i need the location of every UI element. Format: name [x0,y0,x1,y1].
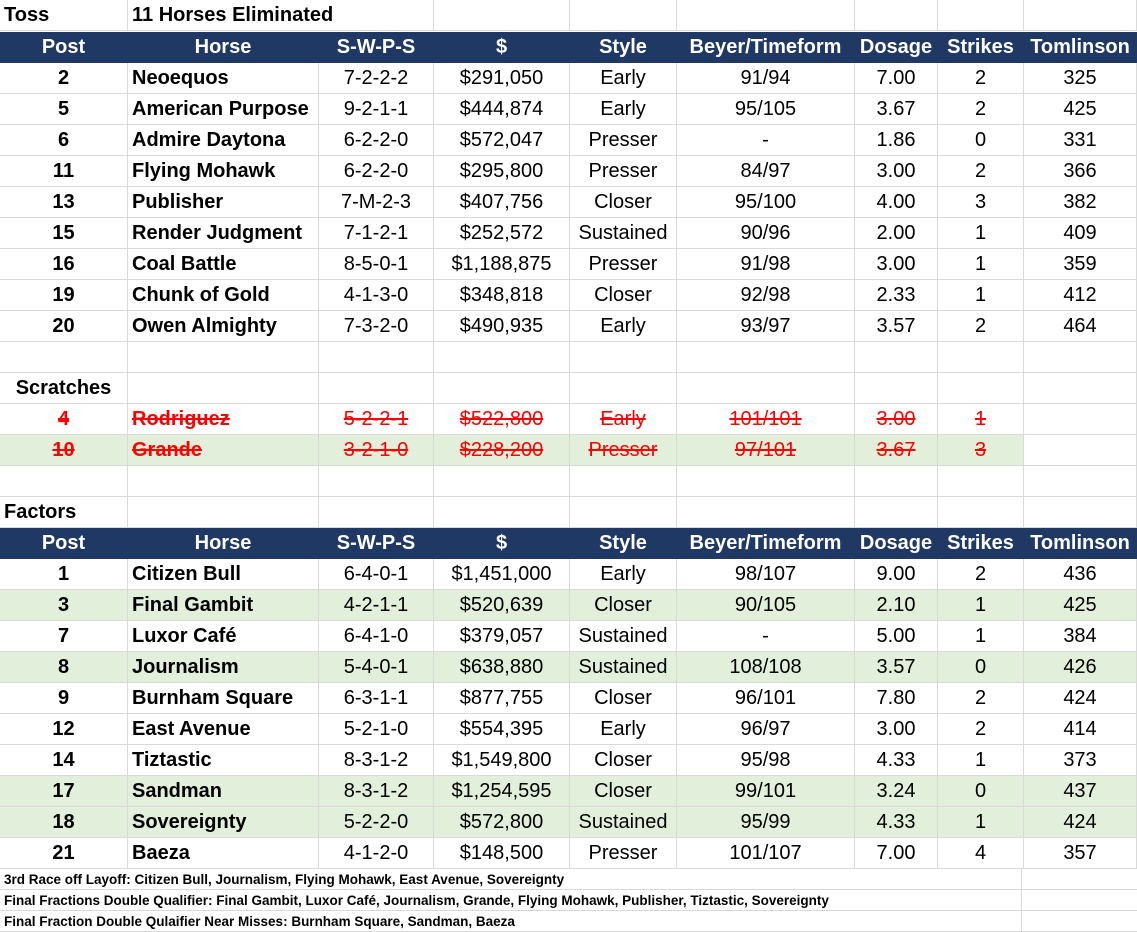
record-cell[interactable]: 6-3-1-1 [319,683,434,714]
post-cell[interactable]: 12 [0,714,128,745]
horse-cell[interactable]: Flying Mohawk [128,156,319,187]
horse-cell[interactable]: Final Gambit [128,590,319,621]
record-cell[interactable]: 6-2-2-0 [319,125,434,156]
factor-row [0,559,1137,590]
earnings-cell[interactable]: $148,500 [434,838,570,869]
note-row [0,869,1137,890]
beyer-cell[interactable]: 90/96 [677,218,855,249]
post-cell[interactable]: 9 [0,683,128,714]
header-strikes[interactable]: Strikes [938,528,1024,559]
strikes-text: 3 [974,438,987,461]
post-cell[interactable]: 18 [0,807,128,838]
tomlinson-cell[interactable]: 382 [1024,187,1137,218]
dosage-cell[interactable]: 2.33 [855,280,938,311]
horse-cell[interactable]: Burnham Square [128,683,319,714]
tomlinson-cell[interactable]: 325 [1024,63,1137,94]
beyer-cell[interactable]: 84/97 [677,156,855,187]
empty-cell[interactable] [677,0,855,31]
earnings-text: $522,800 [459,407,544,430]
beyer-cell[interactable]: 96/101 [677,683,855,714]
record-cell[interactable] [319,404,434,435]
dosage-cell[interactable]: 7.00 [855,838,938,869]
strikes-cell[interactable]: 2 [938,714,1024,745]
toss-row [0,249,1137,280]
factor-row [0,714,1137,745]
tomlinson-cell[interactable] [1024,435,1137,466]
toss-row [0,63,1137,94]
tomlinson-cell[interactable]: 464 [1024,311,1137,342]
header-strikes[interactable]: Strikes [938,32,1024,63]
style-text: Presser [588,438,658,461]
factor-row [0,776,1137,807]
earnings-cell[interactable]: $252,572 [434,218,570,249]
beyer-text: 97/101 [734,438,797,461]
strikes-cell[interactable]: 0 [938,652,1024,683]
note-double-qualifier[interactable]: Final Fractions Double Qualifier: Final Gambit, Luxor Café, Journalism, Grande, Flying Mohawk, Publisher, Tiztastic, Sovereignty [0,890,1022,911]
header-beyer[interactable]: Beyer/Timeform [677,528,855,559]
tomlinson-cell[interactable]: 359 [1024,249,1137,280]
horse-cell[interactable]: Render Judgment [128,218,319,249]
post-cell[interactable]: 20 [0,311,128,342]
horse-cell[interactable]: Publisher [128,187,319,218]
strikes-cell[interactable]: 0 [938,125,1024,156]
tomlinson-cell[interactable]: 424 [1024,807,1137,838]
record-cell[interactable]: 6-2-2-0 [319,156,434,187]
record-cell[interactable]: 4-1-2-0 [319,838,434,869]
header-money[interactable]: $ [434,32,570,63]
record-cell[interactable]: 4-2-1-1 [319,590,434,621]
strikes-cell[interactable]: 1 [938,621,1024,652]
tomlinson-cell[interactable]: 437 [1024,776,1137,807]
horse-cell[interactable]: Admire Daytona [128,125,319,156]
post-cell[interactable]: 5 [0,94,128,125]
record-cell[interactable]: 7-3-2-0 [319,311,434,342]
tomlinson-cell[interactable]: 357 [1024,838,1137,869]
strikes-cell[interactable]: 2 [938,156,1024,187]
record-cell[interactable]: 5-4-0-1 [319,652,434,683]
strikes-cell[interactable]: 3 [938,187,1024,218]
beyer-cell[interactable]: 101/107 [677,838,855,869]
factor-row [0,838,1137,869]
record-text: 3-2-1-0 [343,438,409,461]
strikes-cell[interactable]: 2 [938,559,1024,590]
scratch-row [0,404,1137,435]
dosage-cell[interactable] [855,435,938,466]
horse-cell[interactable]: Neoequos [128,63,319,94]
horse-cell[interactable] [128,404,319,435]
post-cell[interactable]: 7 [0,621,128,652]
beyer-cell[interactable]: 95/98 [677,745,855,776]
dosage-text: 3.00 [876,407,916,430]
earnings-cell[interactable]: $520,639 [434,590,570,621]
style-cell[interactable] [570,404,677,435]
style-cell[interactable]: Closer [570,280,677,311]
empty-cell[interactable] [938,0,1024,31]
scratches-title-row [0,373,1137,404]
style-cell[interactable]: Presser [570,125,677,156]
beyer-cell[interactable]: 91/94 [677,63,855,94]
earnings-cell[interactable]: $348,818 [434,280,570,311]
beyer-cell[interactable]: 90/105 [677,590,855,621]
toss-row [0,94,1137,125]
style-cell[interactable]: Sustained [570,807,677,838]
dosage-cell[interactable]: 5.00 [855,621,938,652]
strikes-text: 1 [974,407,987,430]
earnings-cell[interactable]: $554,395 [434,714,570,745]
beyer-text: 101/101 [729,407,802,430]
record-cell[interactable]: 7-1-2-1 [319,218,434,249]
tomlinson-cell[interactable]: 425 [1024,94,1137,125]
tomlinson-cell[interactable]: 414 [1024,714,1137,745]
dosage-cell[interactable]: 2.00 [855,218,938,249]
earnings-cell[interactable] [434,404,570,435]
dosage-cell[interactable]: 7.80 [855,683,938,714]
strikes-cell[interactable]: 2 [938,311,1024,342]
header-swps[interactable]: S-W-P-S [319,32,434,63]
header-style[interactable]: Style [570,32,677,63]
scratches-label[interactable]: Scratches [0,373,128,404]
style-cell[interactable] [570,435,677,466]
earnings-cell[interactable]: $572,800 [434,807,570,838]
dosage-cell[interactable]: 3.57 [855,652,938,683]
record-cell[interactable]: 5-2-1-0 [319,714,434,745]
record-cell[interactable]: 8-3-1-2 [319,745,434,776]
tomlinson-cell[interactable]: 412 [1024,280,1137,311]
toss-row [0,280,1137,311]
dosage-cell[interactable]: 7.00 [855,63,938,94]
post-cell[interactable] [0,404,128,435]
record-cell[interactable]: 9-2-1-1 [319,94,434,125]
tomlinson-cell[interactable] [1024,404,1137,435]
dosage-cell[interactable]: 2.10 [855,590,938,621]
earnings-cell[interactable]: $291,050 [434,63,570,94]
beyer-cell[interactable]: 108/108 [677,652,855,683]
post-cell[interactable]: 3 [0,590,128,621]
header-swps[interactable]: S-W-P-S [319,528,434,559]
note-near-misses[interactable]: Final Fraction Double Qulaifier Near Misses: Burnham Square, Sandman, Baeza [0,911,1022,932]
style-cell[interactable]: Closer [570,187,677,218]
tomlinson-cell[interactable]: 424 [1024,683,1137,714]
beyer-cell[interactable]: 92/98 [677,280,855,311]
strikes-cell[interactable]: 1 [938,280,1024,311]
empty-cell[interactable] [434,0,570,31]
beyer-cell[interactable]: - [677,621,855,652]
factors-header-row [0,528,1137,559]
factor-row [0,683,1137,714]
post-cell[interactable]: 15 [0,218,128,249]
earnings-cell[interactable]: $877,755 [434,683,570,714]
factor-row [0,652,1137,683]
record-cell[interactable]: 7-M-2-3 [319,187,434,218]
style-cell[interactable]: Closer [570,745,677,776]
style-cell[interactable]: Presser [570,838,677,869]
horse-cell[interactable]: Chunk of Gold [128,280,319,311]
tomlinson-cell[interactable]: 426 [1024,652,1137,683]
note-row [0,911,1137,932]
post-text: 10 [52,438,75,461]
header-post[interactable]: Post [0,528,128,559]
dosage-cell[interactable]: 4.33 [855,745,938,776]
earnings-cell[interactable]: $1,549,800 [434,745,570,776]
style-cell[interactable]: Presser [570,249,677,280]
post-cell[interactable]: 13 [0,187,128,218]
beyer-cell[interactable]: 98/107 [677,559,855,590]
factor-row [0,621,1137,652]
toss-title-row [0,0,1137,31]
post-text: 4 [57,407,70,430]
horse-cell[interactable]: Tiztastic [128,745,319,776]
record-cell[interactable]: 8-3-1-2 [319,776,434,807]
earnings-text: $228,200 [459,438,544,461]
header-tomlinson[interactable]: Tomlinson [1024,32,1137,63]
horse-text: Grande [132,438,203,461]
tomlinson-cell[interactable]: 373 [1024,745,1137,776]
beyer-cell[interactable]: 95/105 [677,94,855,125]
horse-cell[interactable] [128,435,319,466]
strikes-cell[interactable]: 2 [938,683,1024,714]
earnings-cell[interactable] [434,435,570,466]
earnings-cell[interactable]: $379,057 [434,621,570,652]
header-dosage[interactable]: Dosage [855,32,938,63]
earnings-cell[interactable]: $1,188,875 [434,249,570,280]
tomlinson-cell[interactable]: 366 [1024,156,1137,187]
header-beyer[interactable]: Beyer/Timeform [677,32,855,63]
dosage-text: 3.67 [876,438,916,461]
dosage-cell[interactable]: 3.24 [855,776,938,807]
post-cell[interactable]: 19 [0,280,128,311]
strikes-cell[interactable]: 1 [938,590,1024,621]
toss-label[interactable]: Toss [0,0,128,31]
style-cell[interactable]: Sustained [570,218,677,249]
factors-title-row [0,497,1137,528]
beyer-cell[interactable]: 91/98 [677,249,855,280]
beyer-cell[interactable]: 96/97 [677,714,855,745]
factor-row [0,807,1137,838]
post-cell[interactable] [0,435,128,466]
post-cell[interactable]: 14 [0,745,128,776]
record-cell[interactable]: 7-2-2-2 [319,63,434,94]
strikes-cell[interactable] [938,404,1024,435]
style-text: Early [600,407,646,430]
horse-cell[interactable]: Sandman [128,776,319,807]
strikes-cell[interactable] [938,435,1024,466]
toss-header-row [0,32,1137,63]
beyer-cell[interactable] [677,435,855,466]
tomlinson-cell[interactable]: 409 [1024,218,1137,249]
horse-cell[interactable]: Coal Battle [128,249,319,280]
blank-row [0,342,1137,373]
style-cell[interactable]: Early [570,311,677,342]
empty-cell[interactable] [1024,0,1137,31]
dosage-cell[interactable]: 4.00 [855,187,938,218]
record-cell[interactable]: 6-4-1-0 [319,621,434,652]
post-cell[interactable]: 21 [0,838,128,869]
dosage-cell[interactable] [855,404,938,435]
record-cell[interactable] [319,435,434,466]
tomlinson-cell[interactable]: 425 [1024,590,1137,621]
strikes-cell[interactable]: 2 [938,94,1024,125]
toss-row [0,125,1137,156]
earnings-cell[interactable]: $444,874 [434,94,570,125]
note-layoff[interactable]: 3rd Race off Layoff: Citizen Bull, Journalism, Flying Mohawk, East Avenue, Sovereignty [0,869,1022,890]
tomlinson-cell[interactable]: 436 [1024,559,1137,590]
header-tomlinson[interactable]: Tomlinson [1024,528,1137,559]
earnings-cell[interactable]: $572,047 [434,125,570,156]
post-cell[interactable]: 8 [0,652,128,683]
earnings-cell[interactable]: $407,756 [434,187,570,218]
post-cell[interactable]: 2 [0,63,128,94]
strikes-cell[interactable]: 4 [938,838,1024,869]
record-cell[interactable]: 6-4-0-1 [319,559,434,590]
earnings-cell[interactable]: $490,935 [434,311,570,342]
toss-subtitle[interactable]: 11 Horses Eliminated [128,0,434,31]
dosage-cell[interactable]: 4.33 [855,807,938,838]
record-cell[interactable]: 8-5-0-1 [319,249,434,280]
horse-text: Rodriguez [132,407,230,430]
earnings-cell[interactable]: $295,800 [434,156,570,187]
style-cell[interactable]: Presser [570,156,677,187]
tomlinson-cell[interactable]: 384 [1024,621,1137,652]
strikes-cell[interactable]: 2 [938,63,1024,94]
post-cell[interactable]: 1 [0,559,128,590]
style-cell[interactable]: Early [570,63,677,94]
empty-cell[interactable] [570,0,677,31]
dosage-cell[interactable]: 3.00 [855,249,938,280]
scratch-row [0,435,1137,466]
beyer-cell[interactable]: - [677,125,855,156]
dosage-cell[interactable]: 9.00 [855,559,938,590]
horse-cell[interactable]: Sovereignty [128,807,319,838]
factors-label[interactable]: Factors [0,497,128,528]
style-cell[interactable]: Closer [570,683,677,714]
blank-row [0,466,1137,497]
header-horse[interactable]: Horse [128,528,319,559]
style-cell[interactable]: Closer [570,776,677,807]
horse-cell[interactable]: Owen Almighty [128,311,319,342]
horse-cell[interactable]: American Purpose [128,94,319,125]
beyer-cell[interactable]: 95/100 [677,187,855,218]
beyer-cell[interactable]: 93/97 [677,311,855,342]
style-cell[interactable]: Sustained [570,621,677,652]
beyer-cell[interactable]: 99/101 [677,776,855,807]
header-post[interactable]: Post [0,32,128,63]
post-cell[interactable]: 16 [0,249,128,280]
dosage-cell[interactable]: 1.86 [855,125,938,156]
horse-cell[interactable]: Luxor Café [128,621,319,652]
toss-row [0,218,1137,249]
dosage-cell[interactable]: 3.00 [855,156,938,187]
strikes-cell[interactable]: 1 [938,807,1024,838]
horse-cell[interactable]: Baeza [128,838,319,869]
style-cell[interactable]: Early [570,559,677,590]
header-money[interactable]: $ [434,528,570,559]
header-style[interactable]: Style [570,528,677,559]
horse-cell[interactable]: East Avenue [128,714,319,745]
horse-cell[interactable]: Citizen Bull [128,559,319,590]
header-dosage[interactable]: Dosage [855,528,938,559]
strikes-cell[interactable]: 1 [938,249,1024,280]
record-cell[interactable]: 5-2-2-0 [319,807,434,838]
toss-row [0,187,1137,218]
record-cell[interactable]: 4-1-3-0 [319,280,434,311]
beyer-cell[interactable] [677,404,855,435]
header-horse[interactable]: Horse [128,32,319,63]
style-cell[interactable]: Early [570,714,677,745]
record-text: 5-2-2-1 [343,407,409,430]
note-row [0,890,1137,911]
factor-row [0,590,1137,621]
post-cell[interactable]: 17 [0,776,128,807]
post-cell[interactable]: 6 [0,125,128,156]
horse-cell[interactable]: Journalism [128,652,319,683]
factor-row [0,745,1137,776]
tomlinson-cell[interactable]: 331 [1024,125,1137,156]
earnings-cell[interactable]: $638,880 [434,652,570,683]
style-cell[interactable]: Sustained [570,652,677,683]
strikes-cell[interactable]: 0 [938,776,1024,807]
beyer-cell[interactable]: 95/99 [677,807,855,838]
dosage-cell[interactable]: 3.57 [855,311,938,342]
dosage-cell[interactable]: 3.00 [855,714,938,745]
empty-cell[interactable] [855,0,938,31]
post-cell[interactable]: 11 [0,156,128,187]
style-cell[interactable]: Early [570,94,677,125]
earnings-cell[interactable]: $1,451,000 [434,559,570,590]
earnings-cell[interactable]: $1,254,595 [434,776,570,807]
strikes-cell[interactable]: 1 [938,218,1024,249]
dosage-cell[interactable]: 3.67 [855,94,938,125]
toss-row [0,311,1137,342]
strikes-cell[interactable]: 1 [938,745,1024,776]
toss-row [0,156,1137,187]
style-cell[interactable]: Closer [570,590,677,621]
